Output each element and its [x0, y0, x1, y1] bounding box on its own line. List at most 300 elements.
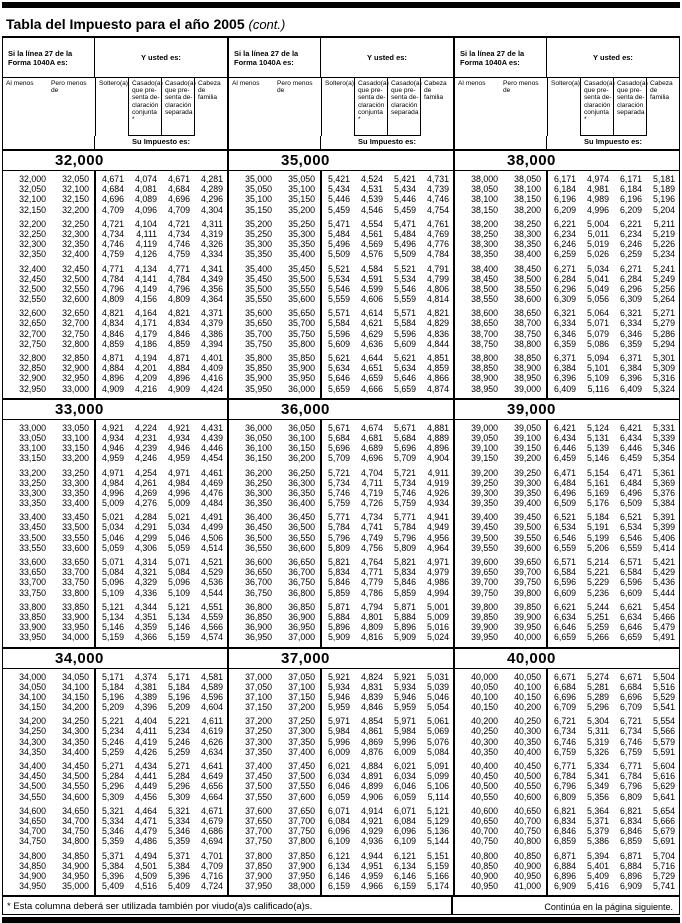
tax-value-cell: 6,721 — [553, 716, 576, 727]
tax-value-cell: 6,521 — [553, 512, 576, 523]
tax-value-cell: 5,134 — [167, 611, 190, 622]
tax-value-cell: 4,379 — [200, 318, 223, 329]
tax-value-cell: 6,909 — [619, 881, 642, 892]
tax-value-cell: 6,859 — [619, 836, 642, 847]
tax-value-cell: 4,964 — [426, 542, 449, 553]
tax-value-cell: 4,851 — [426, 353, 449, 363]
tax-value-cell: 5,386 — [586, 836, 609, 847]
table-row — [455, 239, 679, 249]
tax-value-cell: 4,876 — [360, 746, 383, 757]
income-max-cell: 32,300 — [62, 228, 89, 239]
section-rows — [229, 171, 453, 398]
tax-value-cell: 5,466 — [652, 611, 675, 622]
tax-value-cell: 4,111 — [136, 228, 157, 239]
income-max-cell: 38,950 — [514, 373, 541, 384]
income-max-cell: 33,350 — [62, 487, 89, 498]
filing-status-header: Y usted es: — [593, 53, 633, 62]
tax-value-cell: 5,834 — [393, 567, 416, 578]
income-min-cell: 40,850 — [471, 860, 498, 871]
tax-value-cell: 4,771 — [360, 567, 383, 578]
section-band — [455, 647, 679, 669]
tax-value-cell: 4,589 — [200, 681, 223, 692]
tax-value-cell: 4,216 — [134, 383, 157, 394]
tax-value-cell: 4,546 — [360, 204, 383, 215]
tax-value-cell: 6,871 — [553, 850, 576, 861]
tax-value-cell: 5,076 — [426, 736, 449, 747]
income-min-cell: 39,750 — [471, 587, 498, 598]
tax-value-cell: 5,971 — [393, 716, 416, 727]
income-max-cell: 38,450 — [514, 263, 541, 274]
tax-value-cell: 4,709 — [167, 204, 190, 215]
tax-value-cell: 4,906 — [360, 791, 383, 802]
tax-value-cell: 5,409 — [586, 870, 609, 881]
tax-value-cell: 6,784 — [553, 771, 576, 782]
income-min-cell: 39,100 — [471, 443, 498, 454]
income-min-cell: 35,550 — [245, 294, 272, 305]
table-row — [3, 726, 227, 736]
tax-value-cell: 5,704 — [652, 850, 675, 861]
tax-value-cell: 6,009 — [393, 746, 416, 757]
tax-value-cell: 4,934 — [101, 432, 124, 443]
tax-value-cell: 6,346 — [553, 328, 576, 339]
tax-value-cell: 4,461 — [200, 467, 223, 478]
tax-value-cell: 5,116 — [587, 383, 609, 394]
table-row — [229, 373, 453, 383]
tax-value-cell: 6,221 — [553, 218, 576, 229]
tax-value-cell: 6,596 — [553, 577, 576, 588]
tax-value-cell: 5,446 — [393, 194, 416, 205]
tax-value-cell: 4,656 — [200, 781, 223, 792]
table-row — [229, 622, 453, 632]
tax-value-cell: 4,844 — [426, 338, 449, 349]
tax-value-cell: 6,434 — [619, 432, 642, 443]
tax-value-cell: 4,096 — [134, 204, 157, 215]
income-min-cell: 39,950 — [471, 632, 498, 643]
tax-value-cell: 5,546 — [393, 283, 416, 294]
tax-value-cell: 6,196 — [619, 194, 642, 205]
tax-value-cell: 5,859 — [393, 587, 416, 598]
section-label: 32,000 — [55, 152, 104, 169]
tax-value-cell: 5,384 — [652, 498, 675, 509]
tax-value-cell: 5,359 — [101, 836, 124, 847]
tax-value-cell: 4,209 — [134, 373, 157, 384]
tax-value-cell: 5,324 — [652, 383, 675, 394]
tax-value-cell: 4,231 — [134, 432, 157, 443]
tax-value-cell: 4,651 — [360, 363, 383, 374]
income-max-cell: 36,000 — [288, 383, 315, 394]
tax-value-cell: 5,284 — [167, 771, 190, 782]
tax-value-cell: 5,484 — [393, 228, 416, 239]
tax-value-cell: 4,621 — [360, 318, 383, 329]
tax-value-cell: 5,471 — [327, 218, 350, 229]
tax-value-cell: 4,304 — [200, 204, 223, 215]
income-max-cell: 32,250 — [62, 218, 89, 229]
income-max-cell: 32,650 — [62, 308, 89, 319]
income-max-cell: 39,550 — [514, 532, 541, 543]
tax-value-cell: 6,671 — [619, 671, 642, 682]
income-min-cell: 38,100 — [471, 194, 498, 205]
income-max-cell: 32,900 — [62, 363, 89, 374]
income-max-cell: 38,750 — [514, 328, 541, 339]
tax-value-cell: 4,836 — [426, 328, 449, 339]
income-min-cell: 32,150 — [19, 204, 46, 215]
income-min-cell: 33,250 — [19, 477, 46, 488]
tax-value-cell: 5,046 — [167, 532, 190, 543]
tax-value-cell: 6,446 — [619, 443, 642, 454]
table-row — [229, 881, 453, 891]
tax-value-cell: 5,041 — [586, 273, 609, 284]
section-band — [3, 647, 227, 669]
table-row — [455, 339, 679, 349]
income-min-cell: 38,950 — [471, 383, 498, 394]
income-min-cell: 32,750 — [19, 338, 46, 349]
tax-value-cell: 5,021 — [167, 512, 190, 523]
table-row — [3, 249, 227, 259]
tax-value-cell: 5,259 — [586, 622, 609, 633]
tax-value-cell: 5,984 — [393, 726, 416, 737]
table-row — [3, 264, 227, 274]
tax-value-cell: 6,546 — [553, 532, 576, 543]
income-max-cell: 40,300 — [514, 726, 541, 737]
tax-value-cell: 5,634 — [327, 363, 350, 374]
income-min-cell: 37,500 — [245, 781, 272, 792]
tax-value-cell: 5,354 — [652, 453, 675, 464]
income-min-cell: 36,550 — [245, 542, 272, 553]
tax-value-cell: 5,311 — [587, 726, 609, 737]
income-max-cell: 37,750 — [288, 826, 315, 837]
tax-value-cell: 5,421 — [327, 174, 350, 184]
tax-value-cell: 4,859 — [426, 363, 449, 374]
tax-value-cell: 4,359 — [134, 622, 157, 633]
column-group — [3, 38, 229, 895]
income-min-cell: 33,500 — [19, 532, 46, 543]
col-header-at-least: Al menos — [232, 80, 260, 87]
income-max-cell: 33,150 — [62, 443, 89, 454]
tax-value-cell: 4,846 — [101, 328, 124, 339]
tax-value-cell: 4,551 — [200, 601, 223, 612]
tax-value-cell: 5,504 — [652, 671, 675, 682]
income-max-cell: 38,500 — [514, 273, 541, 284]
tax-value-cell: 5,209 — [167, 702, 190, 713]
income-min-cell: 33,400 — [19, 512, 46, 523]
income-max-cell: 37,400 — [288, 746, 315, 757]
table-row — [3, 184, 227, 194]
tax-value-cell: 4,584 — [360, 263, 383, 274]
table-row — [455, 702, 679, 712]
income-max-cell: 40,550 — [514, 781, 541, 792]
tax-value-cell: 4,914 — [360, 805, 383, 816]
tax-value-cell: 4,326 — [200, 239, 223, 250]
table-row — [455, 329, 679, 339]
income-max-cell: 34,350 — [62, 736, 89, 747]
income-max-cell: 37,000 — [288, 632, 315, 643]
income-min-cell: 34,200 — [19, 716, 46, 727]
tax-value-cell: 5,331 — [652, 422, 675, 433]
tax-value-cell: 4,649 — [200, 771, 223, 782]
tax-value-cell: 6,584 — [553, 567, 576, 578]
table-row — [229, 205, 453, 215]
tax-value-cell: 5,429 — [652, 567, 675, 578]
tax-value-cell: 5,634 — [393, 363, 416, 374]
income-max-cell: 32,350 — [62, 239, 89, 250]
tax-value-cell: 4,186 — [134, 338, 157, 349]
tax-value-cell: 5,741 — [652, 881, 675, 892]
tax-value-cell: 5,034 — [586, 263, 609, 274]
tax-value-cell: 6,371 — [619, 353, 642, 363]
income-max-cell: 40,400 — [514, 746, 541, 757]
tax-value-cell: 5,559 — [327, 294, 350, 305]
income-max-cell: 34,500 — [62, 771, 89, 782]
tax-value-cell: 5,559 — [393, 294, 416, 305]
tax-value-cell: 5,909 — [393, 632, 416, 643]
income-min-cell: 37,250 — [245, 726, 272, 737]
tax-value-cell: 4,859 — [167, 338, 190, 349]
tax-value-cell: 5,421 — [652, 557, 675, 567]
tax-value-cell: 4,696 — [101, 194, 124, 205]
income-min-cell: 39,350 — [471, 498, 498, 509]
tax-value-cell: 5,394 — [586, 850, 609, 861]
tax-value-cell: 6,759 — [619, 746, 642, 757]
income-min-cell: 33,150 — [19, 453, 46, 464]
tax-value-cell: 4,869 — [360, 736, 383, 747]
tax-value-cell: 6,334 — [553, 318, 576, 329]
tax-value-cell: 4,726 — [360, 498, 383, 509]
tax-value-cell: 4,909 — [167, 383, 190, 394]
income-min-cell: 37,950 — [245, 881, 272, 892]
tax-value-cell: 4,896 — [426, 443, 449, 454]
table-row — [455, 577, 679, 587]
table-row — [455, 184, 679, 194]
table-row — [229, 363, 453, 373]
income-min-cell: 39,550 — [471, 542, 498, 553]
tax-value-cell: 6,271 — [619, 263, 642, 274]
income-max-cell: 32,600 — [62, 294, 89, 305]
tax-value-cell: 4,581 — [200, 671, 223, 682]
table-row — [455, 468, 679, 478]
tax-value-cell: 5,671 — [393, 422, 416, 433]
section-band — [455, 398, 679, 420]
tax-value-cell: 5,349 — [586, 781, 609, 792]
tax-value-cell: 5,226 — [652, 239, 675, 250]
tax-value-cell: 6,846 — [553, 826, 576, 837]
tax-value-cell: 5,249 — [652, 273, 675, 284]
tax-value-cell: 5,884 — [393, 611, 416, 622]
income-min-cell: 39,450 — [471, 522, 498, 533]
table-row — [455, 881, 679, 891]
tax-value-cell: 5,454 — [652, 601, 675, 612]
income-max-cell: 37,850 — [288, 850, 315, 861]
tax-value-cell: 4,904 — [426, 453, 449, 464]
tax-value-cell: 4,446 — [200, 443, 223, 454]
tax-value-cell: 6,796 — [619, 781, 642, 792]
tax-value-cell: 4,686 — [200, 826, 223, 837]
tax-value-cell: 5,096 — [167, 577, 190, 588]
tax-value-cell: 4,289 — [200, 184, 223, 195]
income-max-cell: 34,600 — [62, 791, 89, 802]
income-min-cell: 34,400 — [19, 761, 46, 771]
tax-value-cell: 5,259 — [167, 746, 190, 757]
tax-value-cell: 4,284 — [134, 512, 157, 523]
tax-value-cell: 5,371 — [167, 850, 190, 861]
income-min-cell: 35,450 — [245, 273, 272, 284]
tax-value-cell: 6,246 — [619, 239, 642, 250]
income-min-cell: 36,000 — [245, 422, 272, 433]
income-max-cell: 33,100 — [62, 432, 89, 443]
income-max-cell: 39,500 — [514, 522, 541, 533]
income-max-cell: 32,050 — [62, 174, 89, 184]
tax-value-cell: 4,524 — [360, 174, 383, 184]
tax-value-cell: 6,246 — [553, 239, 576, 250]
income-min-cell: 32,300 — [19, 239, 46, 250]
tax-value-cell: 4,559 — [200, 611, 223, 622]
income-min-cell: 34,700 — [19, 826, 46, 837]
income-max-cell: 36,600 — [288, 542, 315, 553]
table-row — [3, 219, 227, 229]
income-min-cell: 36,700 — [245, 577, 272, 588]
tax-value-cell: 4,721 — [167, 218, 190, 229]
income-min-cell: 33,950 — [19, 632, 46, 643]
section-rows — [229, 420, 453, 647]
income-min-cell: 35,300 — [245, 239, 272, 250]
income-max-cell: 39,250 — [514, 467, 541, 478]
tax-value-cell: 6,209 — [619, 204, 642, 215]
tax-value-cell: 4,709 — [101, 204, 124, 215]
income-max-cell: 37,700 — [288, 815, 315, 826]
income-min-cell: 38,500 — [471, 283, 498, 294]
tax-value-cell: 4,321 — [134, 567, 157, 578]
section-label: 36,000 — [281, 400, 330, 418]
tax-value-cell: 4,896 — [167, 373, 190, 384]
table-row — [3, 702, 227, 712]
tax-value-cell: 5,309 — [652, 363, 675, 374]
tax-value-cell: 5,471 — [393, 218, 416, 229]
income-min-cell: 33,550 — [19, 542, 46, 553]
tax-value-cell: 4,641 — [200, 761, 223, 771]
tax-value-cell: 5,671 — [327, 422, 350, 433]
income-min-cell: 39,300 — [471, 487, 498, 498]
tax-value-cell: 4,614 — [360, 308, 383, 319]
col-header-head-of-household: Cabeza de familia — [194, 78, 227, 136]
group-header-row — [455, 38, 679, 78]
income-min-cell: 34,850 — [19, 860, 46, 871]
income-min-cell: 38,300 — [471, 239, 498, 250]
table-row — [229, 339, 453, 349]
table-row — [455, 672, 679, 682]
table-row — [455, 533, 679, 543]
tax-value-cell: 6,696 — [619, 691, 642, 702]
income-max-cell: 40,900 — [514, 860, 541, 871]
income-max-cell: 34,000 — [62, 632, 89, 643]
tax-value-cell: 6,396 — [619, 373, 642, 384]
table-row — [229, 249, 453, 259]
tax-value-cell: 5,996 — [327, 736, 350, 747]
income-min-cell: 38,700 — [471, 328, 498, 339]
income-min-cell: 34,900 — [19, 870, 46, 881]
table-row — [229, 453, 453, 463]
tax-value-cell: 4,081 — [134, 184, 157, 195]
table-row — [3, 771, 227, 781]
income-max-cell: 33,450 — [62, 512, 89, 523]
income-max-cell: 41,000 — [514, 881, 541, 892]
income-min-cell: 36,500 — [245, 532, 272, 543]
table-footer — [2, 895, 680, 915]
col-header-less-than: Pero menos de — [503, 80, 539, 95]
tax-value-cell: 4,671 — [167, 174, 190, 184]
income-condition-header: Si la línea 27 de la Forma 1040A es: — [3, 38, 95, 77]
income-max-cell: 37,250 — [288, 716, 315, 727]
tax-value-cell: 4,801 — [360, 611, 383, 622]
table-row — [455, 543, 679, 553]
tax-value-cell: 4,611 — [201, 716, 223, 727]
tax-value-cell: 4,671 — [101, 174, 124, 184]
income-max-cell: 40,650 — [514, 805, 541, 816]
tax-value-cell: 5,784 — [327, 522, 350, 533]
tax-value-cell: 4,746 — [426, 194, 449, 205]
tax-value-cell: 4,149 — [134, 283, 157, 294]
income-max-cell: 37,950 — [288, 870, 315, 881]
table-row — [455, 632, 679, 642]
tax-value-cell: 5,001 — [426, 601, 449, 612]
income-max-cell: 35,550 — [288, 283, 315, 294]
income-max-cell: 34,050 — [62, 671, 89, 682]
tax-value-cell: 4,814 — [426, 294, 449, 305]
table-row — [3, 881, 227, 891]
income-min-cell: 34,450 — [19, 771, 46, 782]
income-max-cell: 35,000 — [62, 881, 89, 892]
tax-value-cell: 4,311 — [201, 218, 223, 229]
tax-value-cell: 6,046 — [327, 781, 350, 792]
table-row — [455, 567, 679, 577]
table-row — [229, 602, 453, 612]
tax-value-cell: 4,569 — [360, 239, 383, 250]
tax-value-cell: 5,059 — [167, 542, 190, 553]
table-row — [229, 851, 453, 861]
tax-value-cell: 6,259 — [553, 249, 576, 260]
table-row — [229, 543, 453, 553]
tax-value-cell: 5,459 — [327, 204, 350, 215]
income-max-cell: 34,700 — [62, 815, 89, 826]
income-min-cell: 39,500 — [471, 532, 498, 543]
tax-value-cell: 5,279 — [652, 318, 675, 329]
tax-value-cell: 5,294 — [652, 338, 675, 349]
income-max-cell: 34,650 — [62, 805, 89, 816]
tax-value-cell: 6,734 — [553, 726, 576, 737]
income-max-cell: 33,250 — [62, 467, 89, 478]
income-min-cell: 33,750 — [19, 587, 46, 598]
tax-value-cell: 6,896 — [619, 870, 642, 881]
tax-value-cell: 5,384 — [101, 860, 124, 871]
tax-value-cell: 4,981 — [586, 184, 609, 195]
tax-value-cell: 4,499 — [200, 522, 223, 533]
income-max-cell: 33,050 — [62, 422, 89, 433]
income-min-cell: 32,450 — [19, 273, 46, 284]
tax-value-cell: 6,196 — [553, 194, 576, 205]
income-min-cell: 35,950 — [245, 383, 272, 394]
tax-value-cell: 5,106 — [426, 781, 449, 792]
income-max-cell: 38,350 — [514, 239, 541, 250]
tax-value-cell: 5,921 — [327, 671, 350, 682]
income-min-cell: 40,800 — [471, 850, 498, 861]
income-max-cell: 40,000 — [514, 632, 541, 643]
table-row — [455, 284, 679, 294]
tax-value-cell: 4,834 — [101, 318, 124, 329]
income-min-cell: 38,750 — [471, 338, 498, 349]
table-row — [229, 672, 453, 682]
income-min-cell: 37,400 — [245, 761, 272, 771]
income-max-cell: 34,150 — [62, 691, 89, 702]
tax-value-cell: 4,681 — [360, 432, 383, 443]
income-min-cell: 37,300 — [245, 736, 272, 747]
